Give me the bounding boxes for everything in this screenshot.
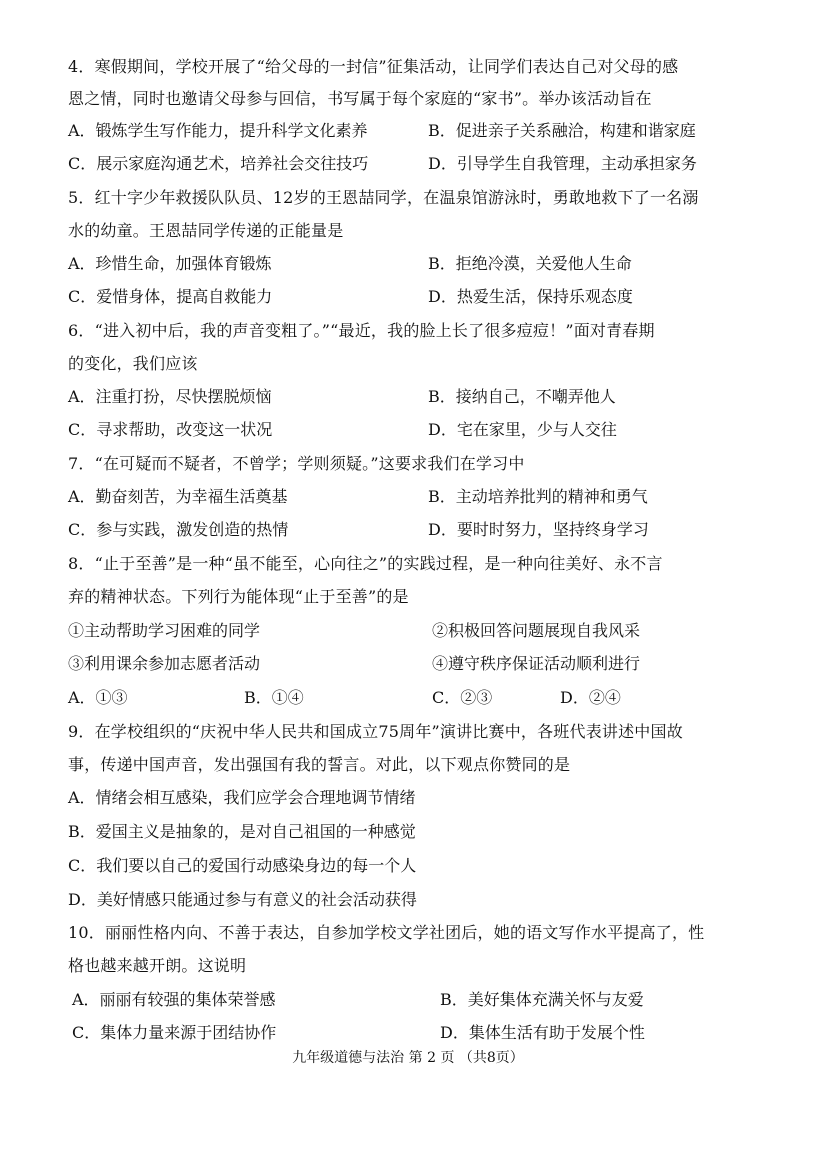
- q6-option-c: C．寻求帮助，改变这一状况: [68, 420, 273, 439]
- q6-option-b: B．接纳自己，不嘲弄他人: [428, 387, 616, 406]
- q4-option-a: A．锻炼学生写作能力，提升科学文化素养: [68, 121, 368, 140]
- q5-stem-line1: 5．红十字少年救援队队员、12岁的王恩喆同学，在温泉馆游泳时，勇敢地救下了一名溺: [68, 188, 699, 207]
- q5-stem-line2: 水的幼童。王恩喆同学传递的正能量是: [68, 221, 344, 240]
- q8-statement-3: ③利用课余参加志愿者活动: [68, 654, 261, 673]
- q6-option-d: D．宅在家里，少与人交往: [428, 420, 617, 439]
- q8-option-b: B．①④: [244, 688, 304, 707]
- q5-option-a: A．珍惜生命，加强体育锻炼: [68, 254, 272, 273]
- q9-option-d: D．美好情感只能通过参与有意义的社会活动获得: [68, 890, 417, 909]
- q9-option-a: A．情绪会相互感染，我们应学会合理地调节情绪: [68, 788, 416, 807]
- q8-option-c: C．②③: [432, 688, 493, 707]
- q8-option-d: D．②④: [560, 688, 621, 707]
- q9-option-c: C．我们要以自己的爱国行动感染身边的每一个人: [68, 856, 417, 875]
- q9-option-b: B．爱国主义是抽象的，是对自己祖国的一种感觉: [68, 822, 416, 841]
- q5-option-b: B．拒绝冷漠，关爱他人生命: [428, 254, 632, 273]
- q6-stem-line2: 的变化，我们应该: [68, 354, 198, 373]
- q4-option-c: C．展示家庭沟通艺术，培养社会交往技巧: [68, 154, 369, 173]
- q9-stem-line1: 9．在学校组织的“庆祝中华人民共和国成立75周年”演讲比赛中，各班代表讲述中国故: [68, 722, 683, 741]
- q10-option-c: C．集体力量来源于团结协作: [72, 1023, 277, 1042]
- q7-stem-line1: 7．“在可疑而不疑者，不曾学；学则须疑。”这要求我们在学习中: [68, 454, 525, 473]
- q8-statement-2: ②积极回答问题展现自我风采: [432, 621, 641, 640]
- q8-statement-1: ①主动帮助学习困难的同学: [68, 621, 261, 640]
- q10-option-b: B．美好集体充满关怀与友爱: [440, 990, 644, 1009]
- q7-option-b: B．主动培养批判的精神和勇气: [428, 487, 648, 506]
- q8-stem-line1: 8．“止于至善”是一种“虽不能至，心向往之”的实践过程，是一种向往美好、永不言: [68, 554, 663, 573]
- q7-option-c: C．参与实践，激发创造的热情: [68, 520, 289, 539]
- q5-option-d: D．热爱生活，保持乐观态度: [428, 287, 633, 306]
- q8-statement-4: ④遵守秩序保证活动顺利进行: [432, 654, 641, 673]
- q5-option-c: C．爱惜身体，提高自救能力: [68, 287, 273, 306]
- page-footer: 九年级道德与法治 第 2 页 （共8页）: [292, 1050, 524, 1066]
- q10-option-a: A．丽丽有较强的集体荣誉感: [72, 990, 276, 1009]
- q10-option-d: D．集体生活有助于发展个性: [440, 1023, 645, 1042]
- q6-option-a: A．注重打扮，尽快摆脱烦恼: [68, 387, 272, 406]
- q4-option-d: D．引导学生自我管理，主动承担家务: [428, 154, 697, 173]
- q4-stem-line1: 4．寒假期间，学校开展了“给父母的一封信”征集活动，让同学们表达自己对父母的感: [68, 57, 679, 76]
- q10-stem-line2: 格也越来越开朗。这说明: [68, 956, 247, 975]
- q7-option-d: D．要时时努力，坚持终身学习: [428, 520, 649, 539]
- q4-option-b: B．促进亲子关系融洽，构建和谐家庭: [428, 121, 696, 140]
- q4-stem-line2: 恩之情，同时也邀请父母参与回信，书写属于每个家庭的“家书”。举办该活动旨在: [68, 89, 652, 108]
- q7-option-a: A．勤奋刻苦，为幸福生活奠基: [68, 487, 288, 506]
- q8-option-a: A．①③: [68, 688, 128, 707]
- q8-stem-line2: 弃的精神状态。下列行为能体现“止于至善”的是: [68, 587, 409, 606]
- q6-stem-line1: 6．“进入初中后，我的声音变粗了。”“最近，我的脸上长了很多痘痘！”面对青春期: [68, 321, 655, 340]
- q10-stem-line1: 10．丽丽性格内向、不善于表达，自参加学校文学社团后，她的语文写作水平提高了，性: [68, 923, 705, 942]
- q9-stem-line2: 事，传递中国声音，发出强国有我的誓言。对此，以下观点你赞同的是: [68, 755, 571, 774]
